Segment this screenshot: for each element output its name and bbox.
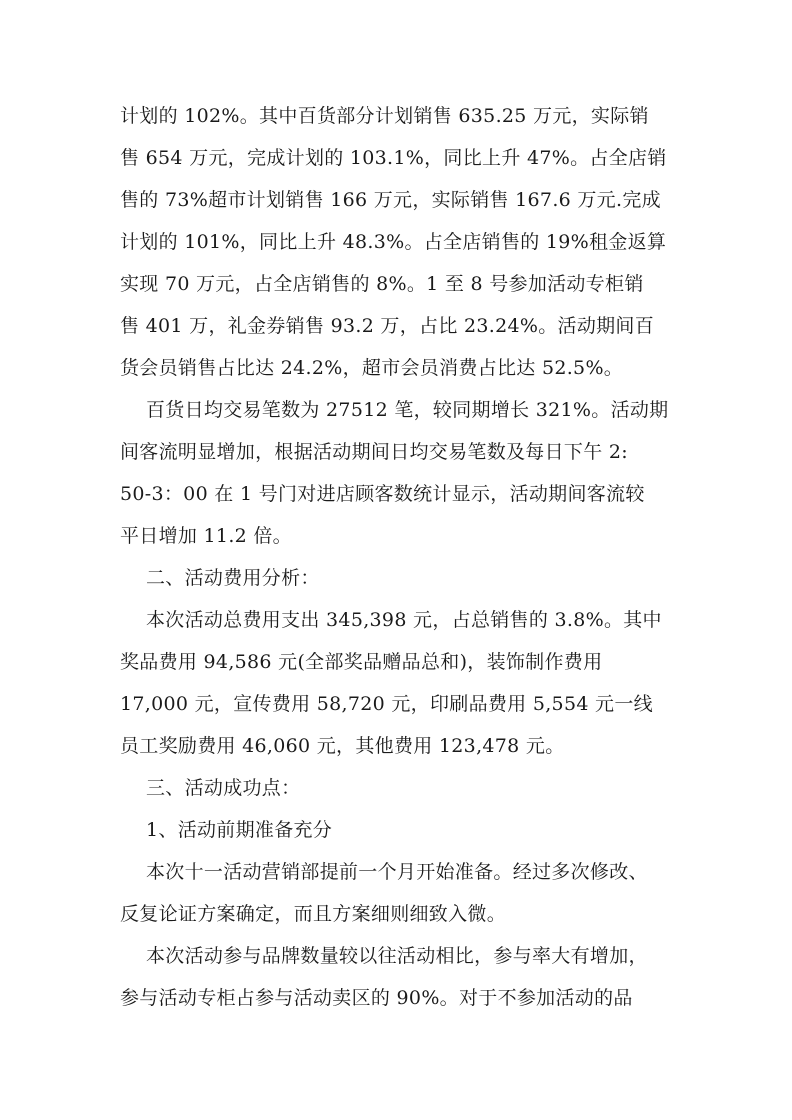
text-line: 售的 73%超市计划销售 166 万元，实际销售 167.6 万元.完成 — [120, 189, 661, 211]
text-line: 平日增加 11.2 倍。 — [120, 525, 292, 547]
text-line: 售 401 万，礼金券销售 93.2 万，占比 23.24%。活动期间百 — [120, 315, 655, 337]
text-line: 反复论证方案确定，而且方案细则细致入微。 — [120, 903, 507, 925]
paragraph-start-line: 本次活动总费用支出 345,398 元，占总销售的 3.8%。其中 — [146, 609, 662, 631]
text-line: 计划的 102%。其中百货部分计划销售 635.25 万元，实际销 — [120, 105, 649, 127]
text-line: 17,000 元，宣传费用 58,720 元，印刷品费用 5,554 元一线 — [120, 693, 653, 715]
text-line: 参与活动专柜占参与活动卖区的 90%。对于不参加活动的品 — [120, 987, 633, 1009]
section-heading: 二、活动费用分析： — [146, 567, 320, 589]
paragraph-start-line: 百货日均交易笔数为 27512 笔，较同期增长 321%。活动期 — [146, 399, 669, 421]
text-line: 员工奖励费用 46,060 元，其他费用 123,478 元。 — [120, 735, 565, 757]
text-line: 50-3：00 在 1 号门对进店顾客数统计显示，活动期间客流较 — [120, 483, 645, 505]
subsection-heading: 1、活动前期准备充分 — [146, 819, 333, 841]
text-line: 间客流明显增加，根据活动期间日均交易笔数及每日下午 2: — [120, 441, 628, 463]
paragraph-start-line: 本次活动参与品牌数量较以往活动相比，参与率大有增加， — [146, 945, 648, 967]
text-line: 货会员销售占比达 24.2%，超市会员消费占比达 52.5%。 — [120, 357, 624, 379]
text-line: 实现 70 万元，占全店销售的 8%。1 至 8 号参加活动专柜销 — [120, 273, 644, 295]
text-line: 计划的 101%，同比上升 48.3%。占全店销售的 19%租金返算 — [120, 231, 667, 253]
text-line: 奖品费用 94,586 元(全部奖品赠品总和)，装饰制作费用 — [120, 651, 603, 673]
text-line: 售 654 万元，完成计划的 103.1%，同比上升 47%。占全店销 — [120, 147, 667, 169]
paragraph-start-line: 本次十一活动营销部提前一个月开始准备。经过多次修改、 — [146, 861, 648, 883]
section-heading: 三、活动成功点： — [146, 777, 301, 799]
